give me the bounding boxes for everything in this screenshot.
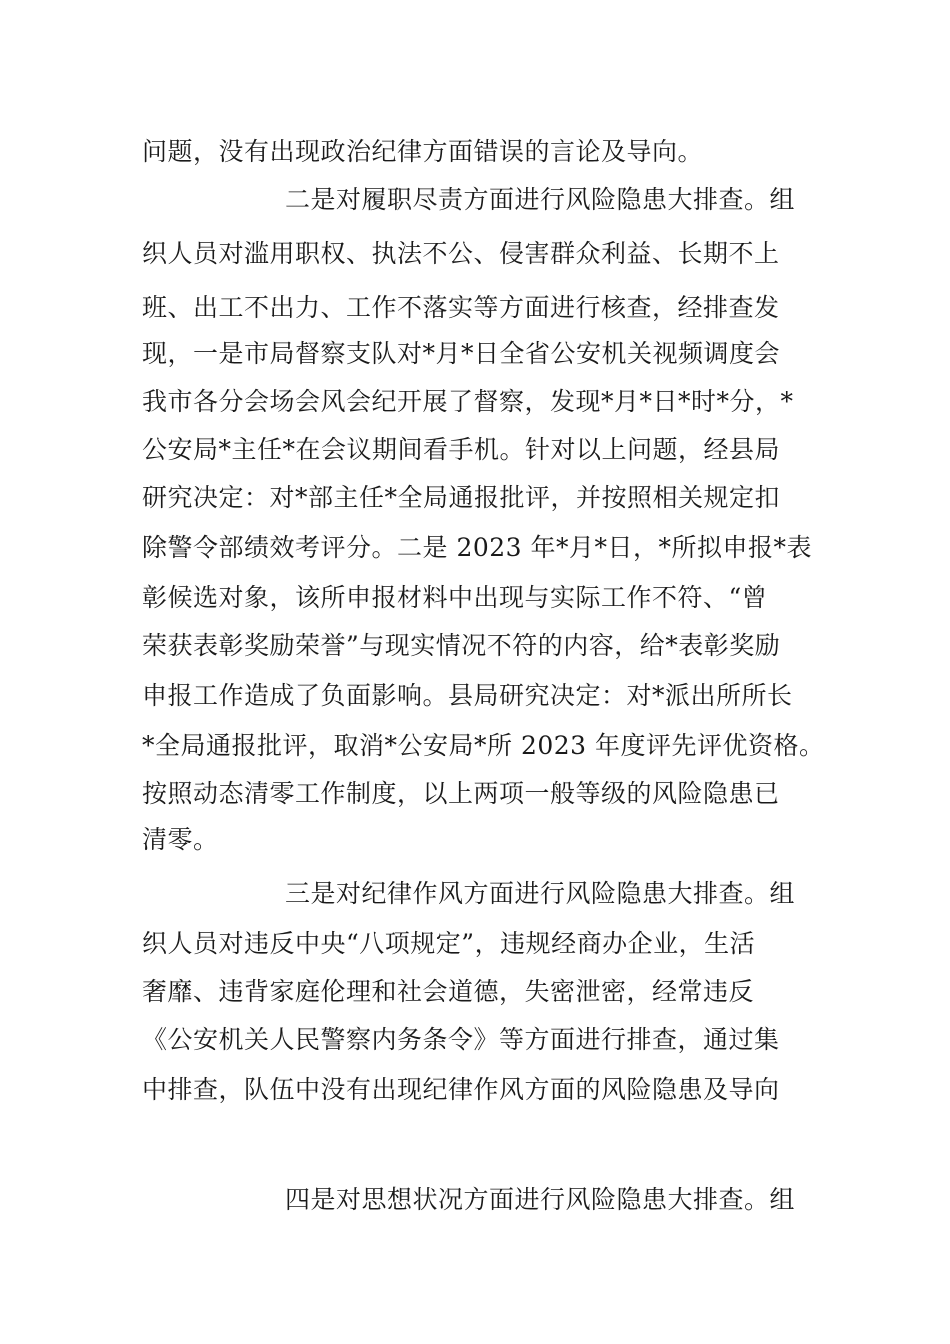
paragraph-line-15: 清零。 — [142, 825, 219, 854]
paragraph-line-3: 织人员对滥用职权、执法不公、侵害群众利益、长期不上 — [142, 239, 780, 268]
paragraph-line-12: 申报工作造成了负面影响。县局研究决定：对*派出所所长 — [142, 681, 793, 710]
paragraph-line-17: 织人员对违反中央“八项规定”，违规经商办企业，生活 — [142, 929, 756, 958]
paragraph-line-14: 按照动态清零工作制度，以上两项一般等级的风险隐患已 — [142, 779, 780, 808]
paragraph-line-4: 班、出工不出力、工作不落实等方面进行核查，经排查发 — [142, 293, 780, 322]
paragraph-line-11: 荣获表彰奖励荣誉”与现实情况不符的内容，给*表彰奖励 — [142, 631, 781, 660]
paragraph-line-18: 奢靡、违背家庭伦理和社会道德，失密泄密，经常违反 — [142, 977, 755, 1006]
paragraph-line-2: 二是对履职尽责方面进行风险隐患大排查。组 — [285, 185, 796, 214]
paragraph-line-9: 除警令部绩效考评分。二是 2023 年*月*日，*所拟申报*表 — [142, 533, 813, 562]
paragraph-line-1: 问题，没有出现政治纪律方面错误的言论及导向。 — [142, 137, 704, 166]
paragraph-line-5: 现，一是市局督察支队对*月*日全省公安机关视频调度会 — [142, 339, 781, 368]
paragraph-line-10: 彰候选对象，该所申报材料中出现与实际工作不符、“曾 — [142, 583, 768, 612]
paragraph-line-20: 中排查，队伍中没有出现纪律作风方面的风险隐患及导向 — [142, 1075, 780, 1104]
paragraph-line-8: 研究决定：对*部主任*全局通报批评，并按照相关规定扣 — [142, 483, 781, 512]
paragraph-line-13: *全局通报批评，取消*公安局*所 2023 年度评先评优资格。 — [142, 731, 825, 760]
paragraph-line-19: 《公安机关人民警察内务条令》等方面进行排查，通过集 — [142, 1025, 780, 1054]
paragraph-line-21: 四是对思想状况方面进行风险隐患大排查。组 — [285, 1185, 796, 1214]
paragraph-line-16: 三是对纪律作风方面进行风险隐患大排查。组 — [285, 879, 796, 908]
paragraph-line-7: 公安局*主任*在会议期间看手机。针对以上问题，经县局 — [142, 435, 781, 464]
paragraph-line-6: 我市各分会场会风会纪开展了督察，发现*月*日*时*分，* — [142, 387, 794, 416]
